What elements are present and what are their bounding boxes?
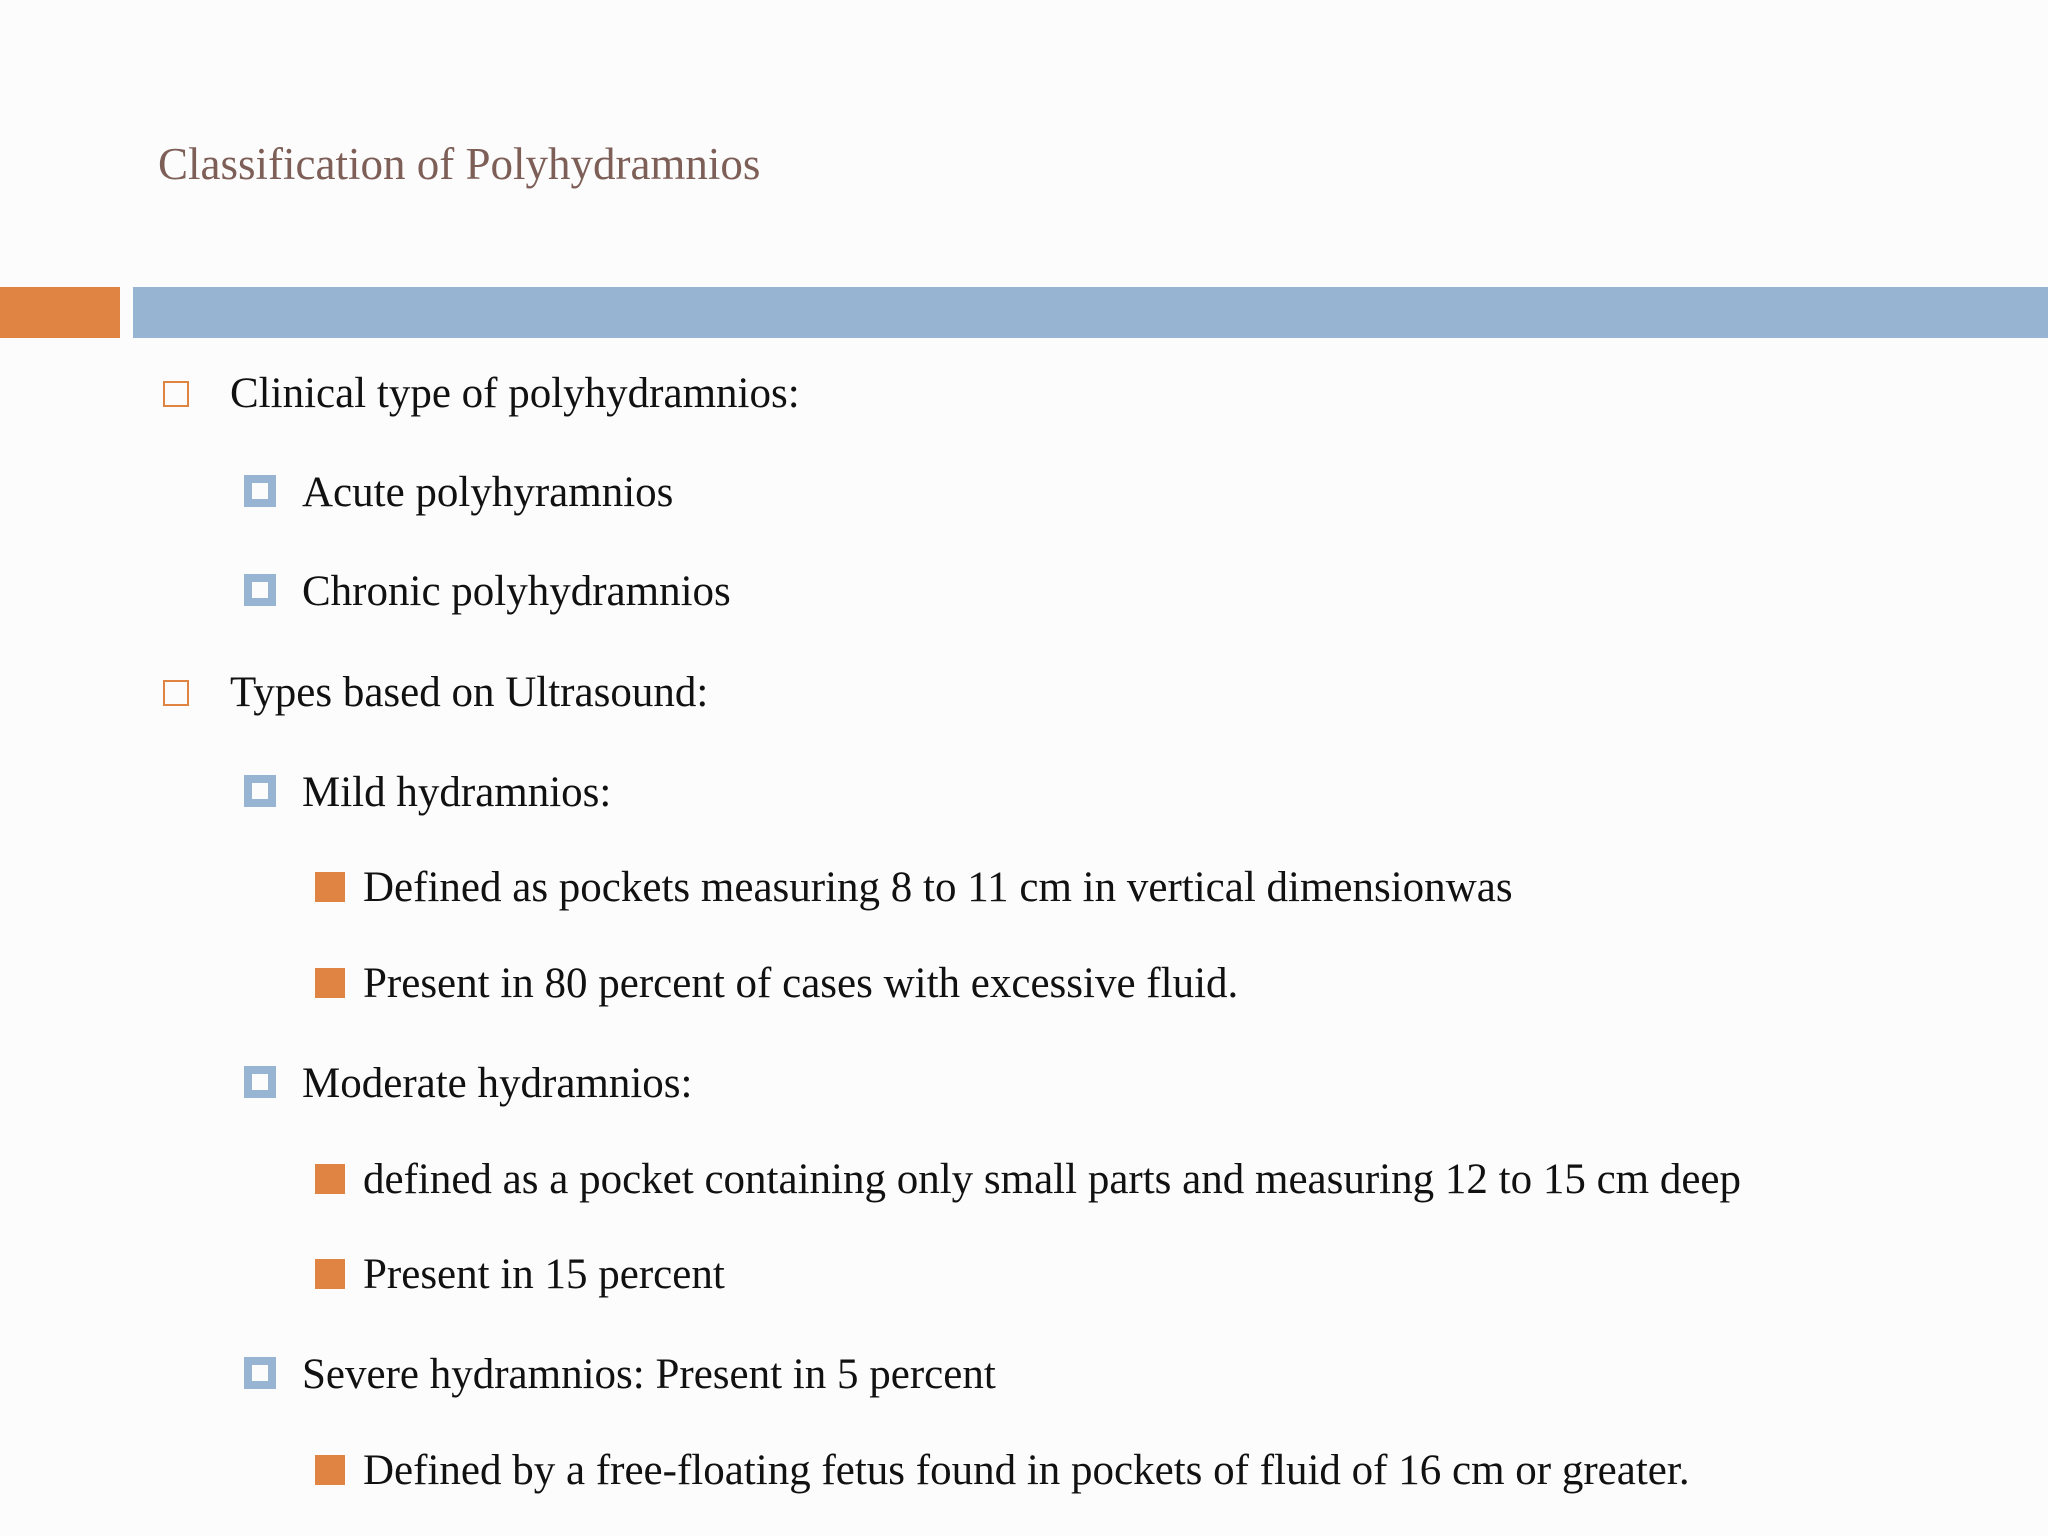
filled-square-bullet-icon	[315, 1259, 345, 1289]
filled-square-bullet-icon	[315, 968, 345, 998]
hollow-square-bullet-icon	[163, 381, 189, 407]
framed-square-bullet-icon	[244, 1066, 276, 1098]
framed-square-bullet-icon	[244, 475, 276, 507]
list-item: defined as a pocket containing only small parts and measuring 12 to 15 cm deep	[363, 1156, 1742, 1203]
slide-title: Classification of Polyhydramnios	[158, 139, 761, 189]
header-accent-bar	[0, 287, 120, 338]
list-item: Clinical type of polyhydramnios:	[230, 370, 800, 417]
header-bar	[133, 287, 2048, 338]
filled-square-bullet-icon	[315, 1455, 345, 1485]
framed-square-bullet-icon	[244, 1357, 276, 1389]
framed-square-bullet-icon	[244, 574, 276, 606]
list-item: Chronic polyhydramnios	[302, 568, 731, 615]
list-item: Mild hydramnios:	[302, 769, 612, 816]
list-item: Severe hydramnios: Present in 5 percent	[302, 1351, 996, 1398]
filled-square-bullet-icon	[315, 1164, 345, 1194]
list-item: Defined by a free-floating fetus found in pockets of fluid of 16 cm or greater.	[363, 1447, 1690, 1494]
hollow-square-bullet-icon	[163, 680, 189, 706]
list-item: Moderate hydramnios:	[302, 1060, 693, 1107]
list-item: Present in 80 percent of cases with excessive fluid.	[363, 960, 1239, 1007]
list-item: Types based on Ultrasound:	[230, 669, 709, 716]
list-item: Acute polyhyramnios	[302, 469, 674, 516]
list-item: Defined as pockets measuring 8 to 11 cm in vertical dimensionwas	[363, 864, 1513, 911]
list-item: Present in 15 percent	[363, 1251, 725, 1298]
framed-square-bullet-icon	[244, 775, 276, 807]
filled-square-bullet-icon	[315, 872, 345, 902]
